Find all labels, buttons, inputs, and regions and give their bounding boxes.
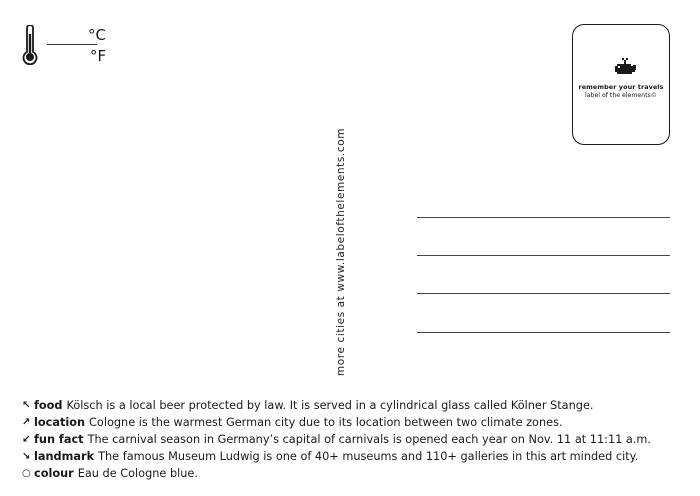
unit-celsius: °C [88, 26, 106, 44]
arrow-up-left-icon: ↖ [22, 400, 31, 411]
fact-colour [22, 465, 680, 482]
fact-label: food [34, 399, 63, 412]
fact-location [22, 414, 680, 431]
fact-fun-fact [22, 431, 680, 448]
fact-text: The carnival season in Germany’s capital of carnivals is opened each year on Nov. 11 at 11:11 a.m. [87, 433, 652, 446]
fact-text: Cologne is the warmest German city due to its location between two climate zones. [89, 416, 563, 429]
circle-icon: ○ [22, 468, 31, 479]
facts-list [22, 397, 680, 482]
fact-food [22, 397, 680, 414]
fact-text: Kölsch is a local beer protected by law. It is served in a cylindrical glass called Kölner Stange. [66, 399, 594, 412]
arrow-up-right-icon: ↗ [22, 417, 31, 428]
fact-text: The famous Museum Ludwig is one of 40+ museums and 110+ galleries in this art minded city. [98, 450, 639, 463]
fact-label: landmark [34, 450, 95, 463]
fact-label: colour [34, 467, 74, 480]
whale-logo-icon [613, 58, 637, 76]
thermometer-icon [22, 25, 38, 65]
fact-text: Eau de Cologne blue. [77, 467, 198, 480]
arrow-down-right-icon: ↘ [22, 451, 31, 462]
fact-label: fun fact [34, 433, 84, 446]
address-line-4 [417, 332, 670, 333]
unit-fahrenheit: °F [90, 47, 107, 65]
fact-label: location [34, 416, 86, 429]
address-line-3 [417, 293, 670, 294]
stamp-tagline: remember your travels [578, 83, 664, 91]
temperature-write-line [47, 44, 97, 45]
website-vertical-text: more cities at www.labelofthelements.com [335, 127, 347, 377]
address-line-1 [417, 217, 670, 218]
stamp-brand: label of the elements© [585, 92, 657, 99]
fact-landmark [22, 448, 680, 465]
arrow-down-left-icon: ↙ [22, 434, 31, 445]
address-line-2 [417, 255, 670, 256]
stamp-box [572, 24, 670, 145]
